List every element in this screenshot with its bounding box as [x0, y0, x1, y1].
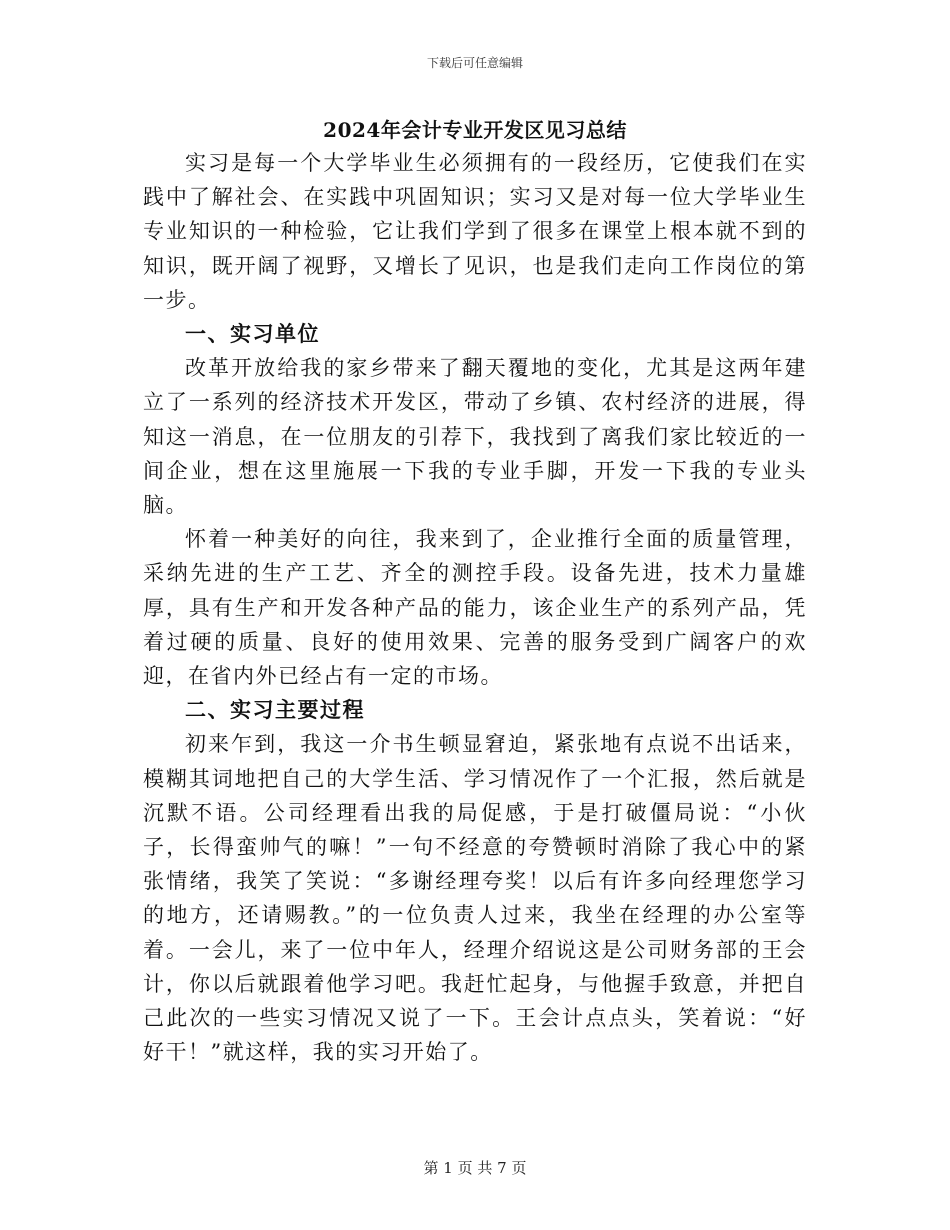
paragraph-unit-2: 怀着一种美好的向往，我来到了，企业推行全面的质量管理，采纳先进的生产工艺、齐全的测控手段。设备先进，技术力量雄厚，具有生产和开发各种产品的能力，该企业生产的系列产品，凭着过硬的质量、良好的使用效果、完善的服务受到广阔客户的欢迎，在省内外已经占有一定的市场。: [143, 527, 807, 689]
section-heading-main-process: 二、实习主要过程: [185, 697, 365, 723]
paragraph-unit-1: 改革开放给我的家乡带来了翻天覆地的变化，尤其是这两年建立了一系列的经济技术开发区，带动了乡镇、农村经济的进展，得知这一消息，在一位朋友的引荐下，我找到了离我们家比较近的一间企业，想在这里施展一下我的专业手脚，开发一下我的专业头脑。: [143, 356, 807, 518]
page-footer: 第 1 页 共 7 页: [423, 1159, 527, 1177]
document-title: 2024年会计专业开发区见习总结: [323, 118, 627, 142]
paragraph-process-1: 初来乍到，我这一介书生顿显窘迫，紧张地有点说不出话来，模糊其词地把自己的大学生活、学习情况作了一个汇报，然后就是沉默不语。公司经理看出我的局促感，于是打破僵局说：“小伙子，长得蛮帅气的嘛！”一句不经意的夸赞顿时消除了我心中的紧张情绪，我笑了笑说：“多谢经理夸奖！以后有许多向经理您学习的地方，还请赐教。”的一位负责人过来，我坐在经理的办公室等着。一会儿，来了一位中年人，经理介绍说这是公司财务部的王会计，你以后就跟着他学习吧。我赶忙起身，与他握手致意，并把自己此次的一些实习情况又说了一下。王会计点点头，笑着说：“好好干！”就这样，我的实习开始了。: [143, 732, 807, 1065]
document-body: [143, 146, 807, 1069]
section-heading-internship-unit: 一、实习单位: [185, 321, 320, 347]
header-note: 下载后可任意编辑: [426, 56, 523, 70]
paragraph-intro: 实习是每一个大学毕业生必须拥有的一段经历，它使我们在实践中了解社会、在实践中巩固知识；实习又是对每一位大学毕业生专业知识的一种检验，它让我们学到了很多在课堂上根本就不到的知识，既开阔了视野，又增长了见识，也是我们走向工作岗位的第一步。: [143, 151, 807, 312]
